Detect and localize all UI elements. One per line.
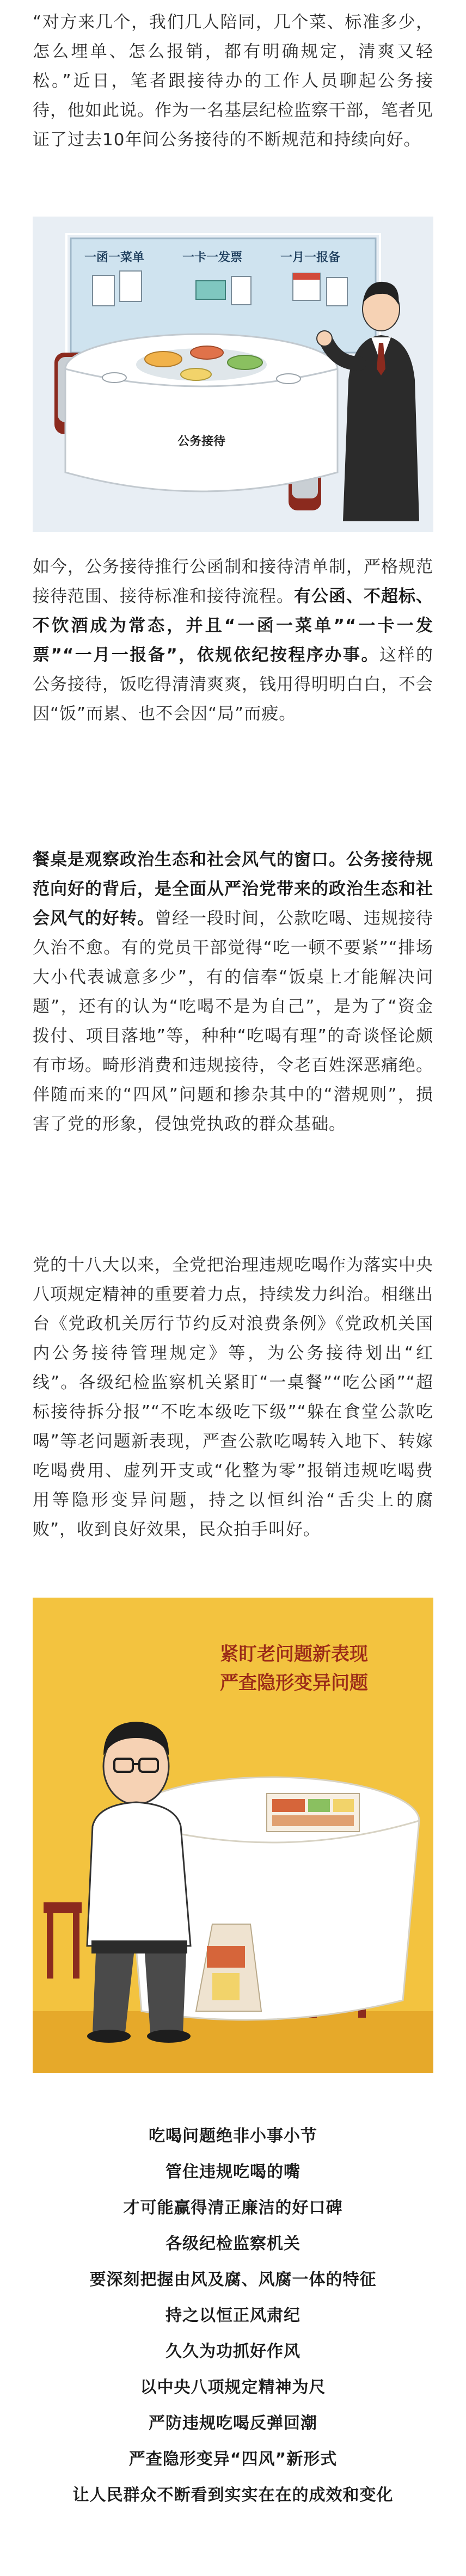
paragraph-reception-now-bold: 有公函、不超标、不饮酒成为常态，并且“一函一菜单”“一卡一发票”“一月一报备”，依规依纪按程序办事。 [33,587,433,665]
illustration-hidden-violations [33,1598,433,2073]
illustration2-headline-1: 紧盯老问题新表现 [220,1644,368,1665]
closing-line-3: 才可能赢得清正廉洁的好口碑 [123,2198,343,2217]
illustration2-headline-2: 严查隐形变异问题 [220,1673,368,1693]
closing-line-1: 吃喝问题绝非小事小节 [149,2127,317,2146]
illustration-reception-table [33,217,433,532]
food-box [267,1794,359,1832]
paragraph-since-18th-congress: 党的十八大以来，全党把治理违规吃喝作为落实中央八项规定精神的重要着力点，持续发力纠治。相继出台《党政机关厉行节约反对浪费条例》《党政机关国内公务接待管理规定》等，为公务接待划出“红线”。各级纪检监察机关紧盯“一桌餐”“吃公函”“超标接待拆分报”“不吃本级吃下级”“躲在食堂公款吃喝”等老问题新表现，严查公款吃喝转入地下、转嫁吃喝费用、虚列开支或“化整为零”报销违规吃喝费用等隐形变异问题，持之以恒纠治“舌尖上的腐败”，收到良好效果，民众拍手叫好。 [33,1255,433,1539]
board-item-2: 一卡一发票 [182,250,243,264]
closing-line-9: 严防违规吃喝反弹回潮 [149,2414,317,2433]
closing-line-6: 持之以恒正风肃纪 [165,2306,301,2325]
table-label: 公务接待 [177,434,226,448]
paragraph-dining-table: 餐桌是观察政治生态和社会风气的窗口。公务接待规范向好的背后，是全面从严治党带来的政治生态和社会风气的好转。曾经一段时间，公款吃喝、违规接待久治不愈。有的党员干部觉得“吃一顿不要紧”“排场大小代表诚意多少”，有的信奉“饭桌上才能解决问题”，还有的认为“吃喝不是为自己”，是为了“资金拨付、项目落地”等，种种“吃喝有理”的奇谈怪论颇有市场。畸形消费和违规接待，令老百姓深恶痛绝。伴随而来的“四风”问题和掺杂其中的“潜规则”，损害了党的形象，侵蚀党执政的群众基础。 [33,850,433,1134]
paragraph-dining-table-bold: 餐桌是观察政治生态和社会风气的窗口。公务接待规范向好的背后，是全面从严治党带来的政治生态和社会风气的好转。 [33,850,433,928]
paragraph-reception-now: 如今，公务接待推行公函制和接待清单制，严格规范接待范围、接待标准和接待流程。有公函、不超标、不饮酒成为常态，并且“一函一菜单”“一卡一发票”“一月一报备”，依规依纪按程序办事。这样的公务接待，饭吃得清清爽爽，钱用得明明白白，不会因“饭”而累、也不会因“局”而疲。 [33,557,434,724]
closing-lines [0,2118,466,2513]
board-item-3: 一月一报备 [280,250,341,264]
closing-line-8: 以中央八项规定精神为尺 [140,2378,326,2397]
tablecloth [65,369,338,491]
paragraph-intro-text: “对方来几个，我们几人陪同，几个菜、标准多少，怎么埋单、怎么报销，都有明确规定，清爽又轻松。”近日，笔者跟接待办的工作人员聊起公务接待，他如此说。作为一名基层纪检监察干部，笔者见证了过去10年间公务接待的不断规范和持续向好。 [33,13,433,150]
closing-line-7: 久久为功抓好作风 [165,2342,301,2361]
closing-line-10: 严查隐形变异“四风”新形式 [128,2450,338,2469]
board-item-1: 一函一菜单 [84,250,145,264]
paragraph-intro [33,8,433,155]
closing-line-5: 要深刻把握由风及腐、风腐一体的特征 [89,2270,377,2289]
closing-line-2: 管住违规吃喝的嘴 [165,2162,301,2181]
closing-line-11: 让人民群众不断看到实实在在的成效和变化 [72,2486,394,2505]
closing-line-4: 各级纪检监察机关 [165,2234,301,2253]
